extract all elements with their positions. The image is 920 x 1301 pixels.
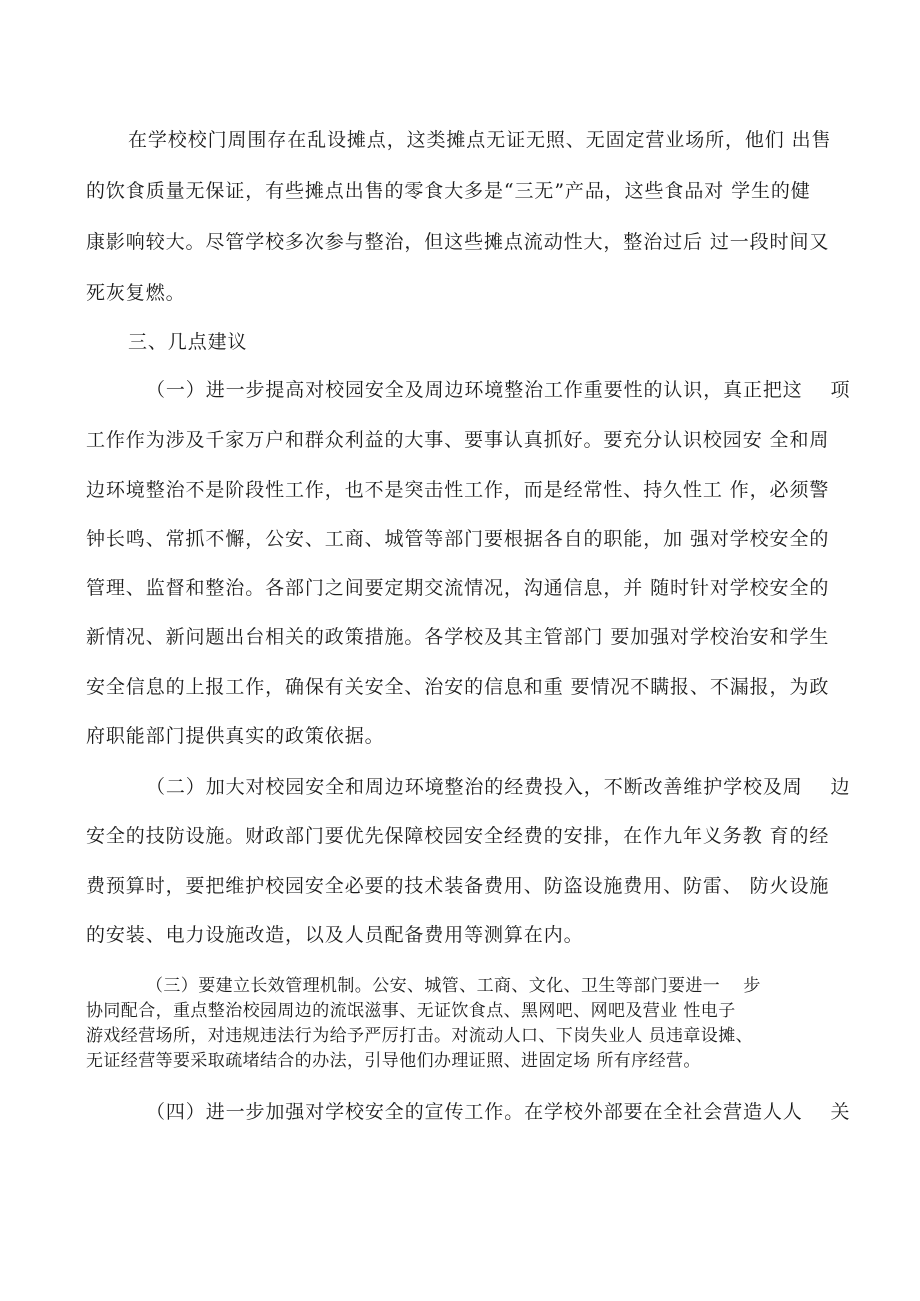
- paragraph-line: （三）要建立长效管理机制。公安、城管、工商、文化、卫生等部门要进一 步: [146, 976, 761, 996]
- paragraph-line: 康影响较大。尽管学校多次参与整治，但这些摊点流动性大，整治过后 过一段时间又: [86, 231, 830, 253]
- paragraph-line: 钟长鸣、常抓不懈，公安、工商、城管等部门要根据各自的职能，加 强对学校安全的: [86, 528, 830, 550]
- paragraph-line: （二）加大对校园安全和周边环境整治的经费投入，不断改善维护学校及周 边: [146, 776, 851, 798]
- paragraph-line: 的安装、电力设施改造，以及人员配备费用等测算在内。: [86, 924, 584, 946]
- paragraph-line: （一）进一步提高对校园安全及周边环境整治工作重要性的认识，真正把这 项: [146, 379, 851, 401]
- paragraph-line: 游戏经营场所，对违规违法行为给予严厉打击。对流动人口、下岗失业人 员违章设摊、: [86, 1026, 754, 1046]
- paragraph-line: 死灰复燃。: [86, 282, 186, 304]
- paragraph-line: 管理、监督和整治。各部门之间要定期交流情况，沟通信息，并 随时针对学校安全的: [86, 577, 830, 599]
- paragraph-line: 边环境整治不是阶段性工作，也不是突击性工作，而是经常性、持久性工 作，必须警: [86, 479, 830, 501]
- paragraph-line: 府职能部门提供真实的政策依据。: [86, 725, 385, 747]
- paragraph-line: 新情况、新问题出台相关的政策措施。各学校及其主管部门 要加强对学校治安和学生: [86, 626, 830, 648]
- paragraph-line: 的饮食质量无保证，有些摊点出售的零食大多是“三无”产品，这些食品对 学生的健: [86, 180, 811, 202]
- paragraph-line: 安全信息的上报工作，确保有关安全、治安的信息和重 要情况不瞒报、不漏报，为政: [86, 676, 830, 698]
- paragraph-line: 工作作为涉及千家万户和群众利益的大事、要事认真抓好。要充分认识校园安 全和周: [86, 429, 830, 451]
- paragraph-line: 费预算时，要把维护校园安全必要的技术装备费用、防盗设施费用、防雷、 防火设施: [86, 875, 830, 897]
- paragraph-line: 在学校校门周围存在乱设摊点，这类摊点无证无照、无固定营业场所，他们 出售: [128, 129, 832, 151]
- paragraph-line: 无证经营等要采取疏堵结合的办法，引导他们办理证照、进固定场 所有序经营。: [86, 1051, 701, 1071]
- paragraph-line: （四）进一步加强对学校安全的宣传工作。在学校外部要在全社会营造人人 关: [146, 1101, 851, 1123]
- section-heading: 三、几点建议: [128, 331, 248, 353]
- paragraph-line: 安全的技防设施。财政部门要优先保障校园安全经费的安排，在作九年义务教 育的经: [86, 825, 830, 847]
- paragraph-line: 协同配合，重点整治校园周边的流氓滋事、无证饮食点、黑网吧、网吧及营业 性电子: [86, 1001, 736, 1021]
